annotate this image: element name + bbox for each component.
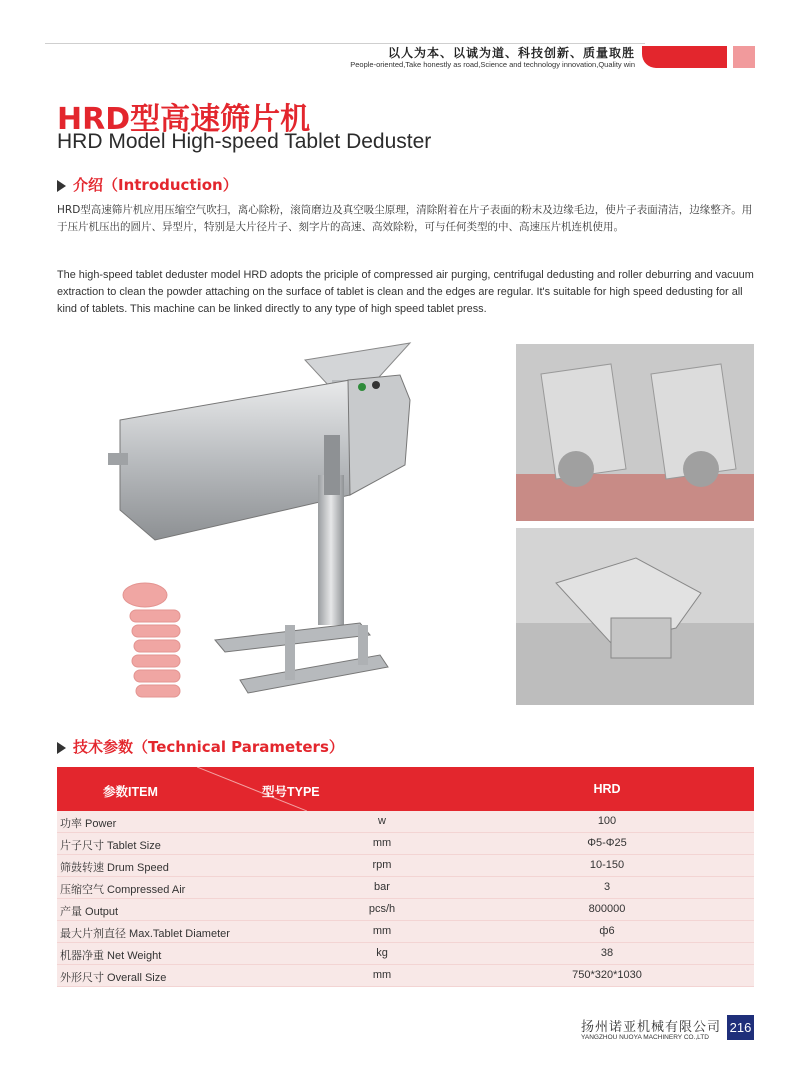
header-type: 型号TYPE	[262, 785, 320, 799]
param-value: 3	[603, 881, 611, 893]
table-row	[57, 833, 754, 855]
table-body	[57, 811, 754, 987]
triangle-bullet-icon	[57, 180, 66, 192]
param-unit: pcs/h	[368, 903, 396, 915]
param-unit: bar	[374, 881, 390, 893]
param-item: 外形尺寸 Overall Size	[60, 972, 167, 984]
parameters-table	[57, 767, 754, 987]
param-item: 片子尺寸 Tablet Size	[60, 840, 161, 852]
param-item: 产量 Output	[60, 906, 119, 918]
param-value: 800000	[588, 903, 626, 915]
param-unit: kg	[376, 947, 388, 959]
header-item: 参数ITEM	[103, 785, 158, 799]
table-row	[57, 943, 754, 965]
param-unit: rpm	[372, 859, 392, 871]
hopper-closeup-photo	[516, 528, 754, 705]
param-value: 100	[597, 815, 617, 827]
param-value: 750*320*1030	[572, 969, 642, 981]
introduction-text-english: The high-speed tablet deduster model HRD adopts the priciple of compressed air purging, centrifugal dedusting and roller deburring and vacuum extraction to clean the powder attaching on the surface of tablet is clean and the edges are regular. It's suitable for high speed dedusting for all kind of tablets. This machine can be linked directly to any type of high speed tablet press.	[57, 269, 754, 315]
deduster-closeup-photo	[516, 344, 754, 521]
table-row	[57, 965, 754, 987]
introduction-heading-text: 介绍（Introduction）	[73, 176, 238, 194]
param-unit: mm	[372, 925, 392, 937]
parameters-heading	[57, 736, 344, 757]
page-number: 216	[727, 1015, 754, 1040]
header-model: HRD	[593, 782, 621, 796]
table-header	[57, 767, 754, 811]
param-value: 10-150	[589, 859, 625, 871]
introduction-text-chinese: HRD型高速筛片机应用压缩空气吹扫，离心除粉，滚筒磨边及真空吸尘原理，清除附着在片子表面的粉末及边缘毛边，使片子表面清洁，边缘整齐。用于压片机压出的圆片、异型片，特别是大片径片子、刻字片的高速、高效除粉，可与任何类型的中、高速压片机连机使用。	[57, 204, 753, 233]
header-pink-square	[733, 46, 755, 68]
param-item: 筛鼓转速 Drum Speed	[60, 862, 169, 874]
table-row	[57, 921, 754, 943]
introduction-heading	[57, 174, 238, 195]
page-title-english: HRD Model High-speed Tablet Deduster	[57, 130, 432, 153]
table-row	[57, 811, 754, 833]
table-row	[57, 855, 754, 877]
param-value: Φ5-Φ25	[587, 837, 627, 849]
slogan-chinese: 以人为本、以诚为道、科技创新、质量取胜	[387, 46, 635, 60]
param-item: 最大片剂直径 Max.Tablet Diameter	[60, 928, 230, 940]
parameters-heading-text: 技术参数（Technical Parameters）	[73, 738, 344, 756]
param-value: ф6	[599, 925, 615, 937]
company-name-english: YANGZHOU NUOYA MACHINERY CO.,LTD	[581, 1034, 709, 1041]
param-unit: mm	[372, 969, 392, 981]
param-unit: mm	[372, 837, 392, 849]
param-value: 38	[600, 947, 614, 959]
table-row	[57, 877, 754, 899]
deduster-machine-image	[100, 325, 420, 715]
slogan-english: People-oriented,Take honestly as road,Science and technology innovation,Quality win	[350, 60, 635, 69]
triangle-bullet-icon	[57, 742, 66, 754]
param-item: 机器净重 Net Weight	[60, 950, 162, 962]
param-item: 压缩空气 Compressed Air	[60, 884, 186, 896]
param-item: 功率 Power	[60, 818, 117, 830]
page-title-chinese: HRD型高速筛片机	[57, 102, 311, 137]
param-unit: w	[378, 815, 386, 827]
company-name-chinese: 扬州诺亚机械有限公司	[581, 1020, 722, 1035]
header-red-tab	[642, 46, 727, 68]
table-row	[57, 899, 754, 921]
